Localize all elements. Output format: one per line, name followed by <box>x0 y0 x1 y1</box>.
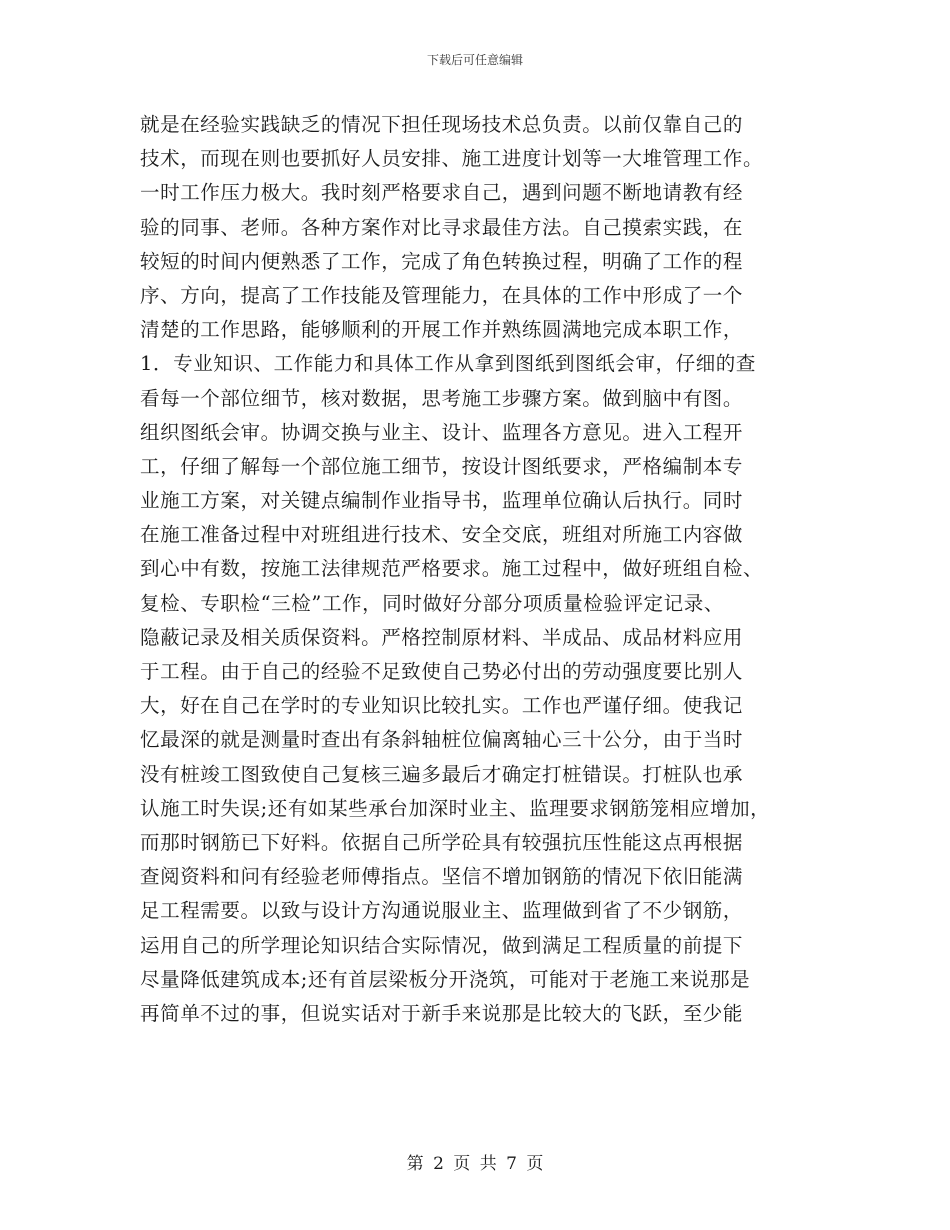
text-line: 查阅资料和问有经验老师傅指点。坚信不增加钢筋的情况下依旧能满 <box>140 865 744 889</box>
text-line: 认施工时失误;还有如某些承台加深时业主、监理要求钢筋笼相应增加， <box>140 796 771 820</box>
text-line: 到心中有数，按施工法律规范严格要求。施工过程中，做好班组自检、 <box>140 557 764 581</box>
text-line: 而那时钢筋已下好料。依据自己所学砼具有较强抗压性能这点再根据 <box>140 830 744 854</box>
text-line: 在施工准备过程中对班组进行技术、安全交底，班组对所施工内容做 <box>140 523 744 547</box>
text-line: 一时工作压力极大。我时刻严格要求自己，遇到问题不断地请教有经 <box>140 181 744 205</box>
text-line: 组织图纸会审。协调交换与业主、设计、监理各方意见。进入工程开 <box>140 420 744 444</box>
body-text <box>140 108 820 1031</box>
page-number: 第 2 页 共 7 页 <box>406 1154 544 1174</box>
text-line: 较短的时间内便熟悉了工作，完成了角色转换过程，明确了工作的程 <box>140 249 744 273</box>
text-line: 复检、专职检“三检”工作，同时做好分部分项质量检验评定记录、 <box>140 591 724 615</box>
page-header: 下载后可任意编辑 <box>426 53 523 67</box>
text-line: 清楚的工作思路，能够顺利的开展工作并熟练圆满地完成本职工作， <box>140 318 744 342</box>
text-line: 忆最深的就是测量时查出有条斜轴桩位偏离轴心三十公分，由于当时 <box>140 728 744 752</box>
text-line: 技术，而现在则也要抓好人员安排、施工进度计划等一大堆管理工作。 <box>140 147 764 171</box>
text-line: 1．专业知识、工作能力和具体工作从拿到图纸到图纸会审，仔细的查 <box>140 352 757 376</box>
text-line: 再简单不过的事，但说实话对于新手来说那是比较大的飞跃，至少能 <box>140 1001 744 1025</box>
text-line: 大，好在自己在学时的专业知识比较扎实。工作也严谨仔细。使我记 <box>140 694 744 718</box>
text-line: 就是在经验实践缺乏的情况下担任现场技术总负责。以前仅靠自己的 <box>140 113 744 136</box>
text-line: 业施工方案，对关键点编制作业指导书，监理单位确认后执行。同时 <box>140 489 744 513</box>
text-line: 隐蔽记录及相关质保资料。严格控制原材料、半成品、成品材料应用 <box>140 625 744 649</box>
text-line: 没有桩竣工图致使自己复核三遍多最后才确定打桩错误。打桩队也承 <box>140 762 744 786</box>
text-line: 看每一个部位细节，核对数据，思考施工步骤方案。做到脑中有图。 <box>140 386 744 410</box>
text-line: 运用自己的所学理论知识结合实际情况，做到满足工程质量的前提下 <box>140 933 744 957</box>
text-line: 序、方向，提高了工作技能及管理能力，在具体的工作中形成了一个 <box>140 283 744 307</box>
text-line: 验的同事、老师。各种方案作对比寻求最佳方法。自己摸索实践，在 <box>140 215 744 239</box>
text-line: 工，仔细了解每一个部位施工细节，按设计图纸要求，严格编制本专 <box>140 454 744 478</box>
text-line: 尽量降低建筑成本;还有首层梁板分开浇筑，可能对于老施工来说那是 <box>140 967 751 991</box>
text-line: 足工程需要。以致与设计方沟通说服业主、监理做到省了不少钢筋， <box>140 899 744 923</box>
text-line: 于工程。由于自己的经验不足致使自己势必付出的劳动强度要比别人 <box>140 660 744 683</box>
